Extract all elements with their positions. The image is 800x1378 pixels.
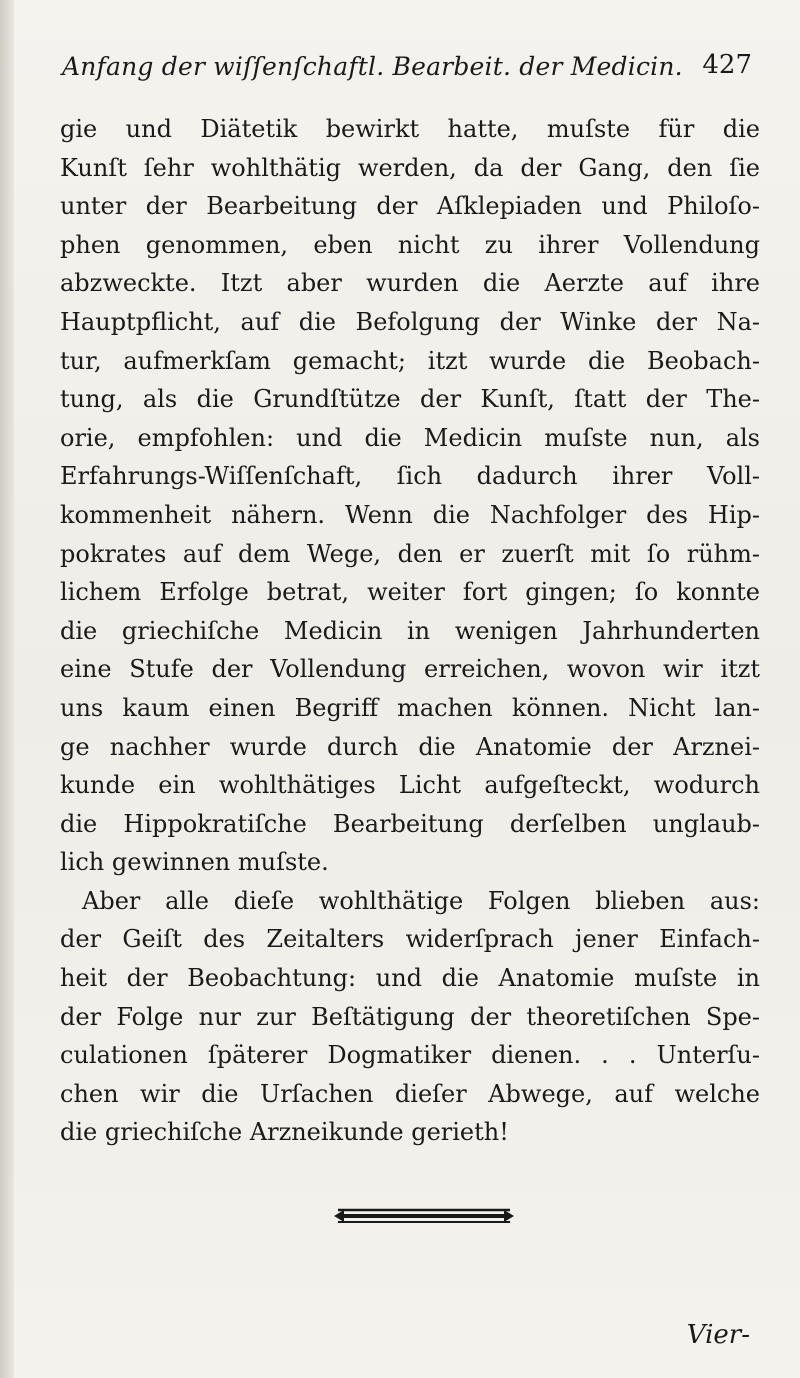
text-line: pokrates auf dem Wege, den er zuerſt mit ſo rühm- <box>60 539 760 568</box>
text-line: die Hippokratiſche Bearbeitung derſelben unglaub- <box>60 809 760 838</box>
paragraph-2 <box>60 882 760 1152</box>
text-line: die griechiſche Medicin in wenigen Jahrhunderten <box>60 616 760 645</box>
text-line: tur, aufmerkſam gemacht; itzt wurde die Beobach- <box>60 346 760 375</box>
page-number: 427 <box>702 50 752 80</box>
text-line: Hauptpflicht, auf die Befolgung der Winke der Na- <box>60 307 760 336</box>
text-line: Aber alle dieſe wohlthätige Folgen blieben aus: <box>82 886 760 915</box>
text-line: lichem Erfolge betrat, weiter fort gingen; ſo konnte <box>60 578 760 607</box>
text-line: chen wir die Urſachen dieſer Abwege, auf welche <box>60 1079 760 1108</box>
text-line: der Geiſt des Zeitalters widerſprach jener Einfach- <box>60 925 760 954</box>
text-line: heit der Beobachtung: und die Anatomie muſste in <box>60 964 760 993</box>
text-line: phen genommen, eben nicht zu ihrer Vollendung <box>60 230 760 259</box>
text-line: gie und Diätetik bewirkt hatte, muſste für die <box>60 115 760 143</box>
running-title: Anfang der wiſſenſchaftl. Bearbeit. der Medicin. <box>62 52 683 81</box>
text-line: Erfahrungs-Wiſſenſchaft, ſich dadurch ihrer Voll- <box>60 462 760 491</box>
text-line: kunde ein wohlthätiges Licht aufgeſteckt, wodurch <box>60 771 760 800</box>
text-line: Kunſt ſehr wohlthätig werden, da der Gang, den ſie <box>60 153 760 182</box>
double-rule-ornament-icon <box>334 1200 514 1230</box>
paragraph-1 <box>60 110 760 882</box>
text-line: eine Stufe der Vollendung erreichen, wovon wir itzt <box>60 655 760 684</box>
catchword: Vier- <box>686 1320 750 1350</box>
text-line: culationen ſpäterer Dogmatiker dienen. . . Unterſu- <box>60 1041 760 1070</box>
running-header <box>62 48 752 92</box>
text-line: der Folge nur zur Beſtätigung der theoretiſchen Spe- <box>60 1002 760 1031</box>
text-line: lich gewinnen muſste. <box>60 848 329 877</box>
text-line: uns kaum einen Begriff machen können. Nicht lan- <box>60 693 760 722</box>
page-gutter-shadow <box>0 0 14 1378</box>
body-text <box>60 110 760 1152</box>
text-line: kommenheit nähern. Wenn die Nachfolger des Hip- <box>60 500 760 529</box>
text-line: unter der Bearbeitung der Aſklepiaden und Philoſo- <box>60 192 760 221</box>
text-line: die griechiſche Arzneikunde gerieth! <box>60 1118 509 1147</box>
text-line: abzweckte. Itzt aber wurden die Aerzte auf ihre <box>60 269 760 298</box>
text-line: orie, empfohlen: und die Medicin muſste nun, als <box>60 423 760 452</box>
text-line: ge nachher wurde durch die Anatomie der Arznei- <box>60 732 760 761</box>
text-line: tung, als die Grundſtütze der Kunſt, ſtatt der The- <box>60 385 760 414</box>
